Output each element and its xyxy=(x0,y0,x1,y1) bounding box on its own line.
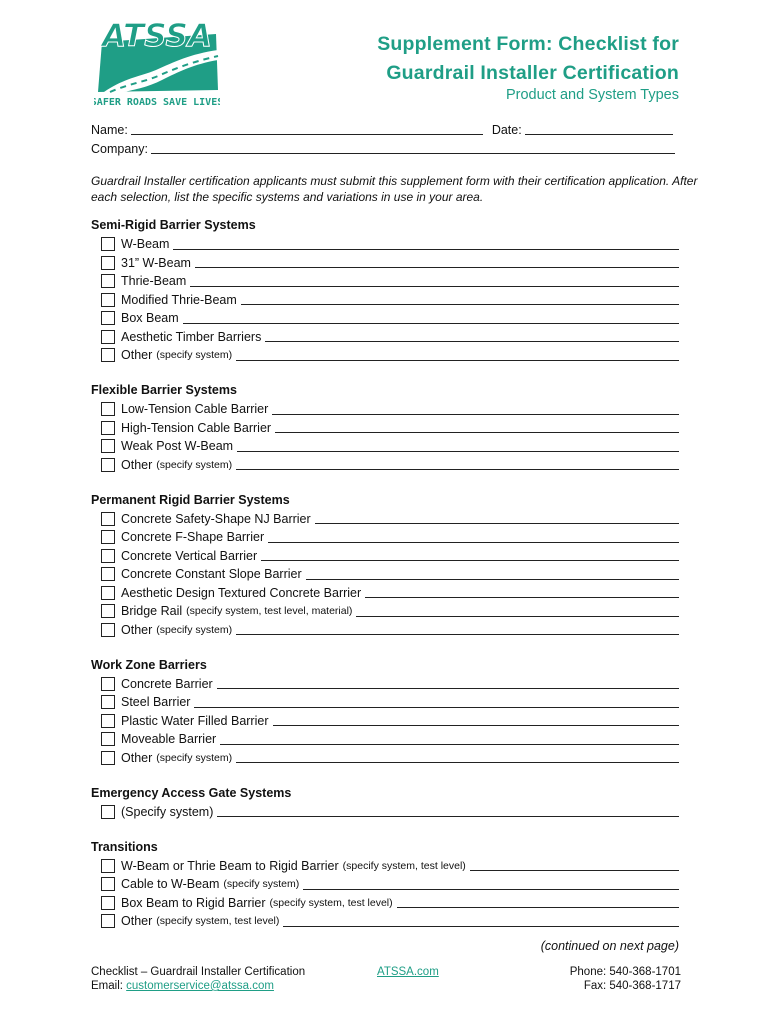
checklist-item xyxy=(101,912,681,931)
item-label: Bridge Rail xyxy=(121,604,183,619)
item-label: Concrete F-Shape Barrier xyxy=(121,530,265,545)
checkbox[interactable] xyxy=(101,623,115,637)
checkbox[interactable] xyxy=(101,512,115,526)
checklist-section xyxy=(91,656,681,768)
checkbox[interactable] xyxy=(101,256,115,270)
page-subtitle: Product and System Types xyxy=(505,87,679,103)
item-note: (specify system, test level) xyxy=(269,896,393,909)
checkbox[interactable] xyxy=(101,439,115,453)
item-note: (specify system, test level) xyxy=(342,859,466,872)
checklist-item xyxy=(101,894,681,913)
item-label: Thrie-Beam xyxy=(121,274,187,289)
item-label: Box Beam to Rigid Barrier xyxy=(121,895,266,910)
write-in-line[interactable] xyxy=(217,806,679,817)
checklist-item xyxy=(101,857,681,876)
checkbox[interactable] xyxy=(101,604,115,618)
name-field[interactable] xyxy=(131,121,483,135)
title-line-2: Guardrail Installer Certification xyxy=(386,62,679,84)
section-heading: Permanent Rigid Barrier Systems xyxy=(91,492,290,507)
write-in-line[interactable] xyxy=(173,239,679,250)
item-note: (specify system) xyxy=(156,458,233,471)
checklist-item xyxy=(101,456,681,475)
checklist-item xyxy=(101,528,681,547)
atssa-logo xyxy=(94,20,220,108)
item-label: Moveable Barrier xyxy=(121,732,217,747)
footer-doc-title: Checklist – Guardrail Installer Certification xyxy=(91,966,306,978)
section-heading: Work Zone Barriers xyxy=(91,657,207,672)
checkbox[interactable] xyxy=(101,586,115,600)
item-label: Aesthetic Timber Barriers xyxy=(121,329,262,344)
checklist-section xyxy=(91,216,681,365)
checkbox[interactable] xyxy=(101,549,115,563)
checkbox[interactable] xyxy=(101,348,115,362)
checkbox[interactable] xyxy=(101,237,115,251)
item-label: Other xyxy=(121,622,153,637)
checklist-section xyxy=(91,491,681,640)
checkbox[interactable] xyxy=(101,402,115,416)
item-note: (specify system) xyxy=(156,751,233,764)
item-label: (Specify system) xyxy=(121,804,214,819)
write-in-line[interactable] xyxy=(356,606,679,617)
checkbox[interactable] xyxy=(101,421,115,435)
footer-email-label: Email: xyxy=(91,980,127,992)
checklist-item xyxy=(101,749,681,768)
checklist-item xyxy=(101,309,681,328)
item-label: Concrete Barrier xyxy=(121,676,213,691)
write-in-line[interactable] xyxy=(195,257,679,268)
write-in-line[interactable] xyxy=(273,715,680,726)
atssa-logo-graphic xyxy=(94,20,220,108)
item-label: Weak Post W-Beam xyxy=(121,439,234,454)
checklist-sections xyxy=(91,216,681,947)
checkbox[interactable] xyxy=(101,896,115,910)
footer-fax: Fax: 540-368-1717 xyxy=(583,980,681,992)
checkbox[interactable] xyxy=(101,732,115,746)
checkbox[interactable] xyxy=(101,458,115,472)
write-in-line[interactable] xyxy=(190,276,679,287)
section-heading: Semi-Rigid Barrier Systems xyxy=(91,218,256,232)
write-in-line[interactable] xyxy=(365,587,679,598)
checklist-item xyxy=(101,272,681,291)
company-label: Company: xyxy=(91,142,148,156)
section-heading: Flexible Barrier Systems xyxy=(91,383,237,397)
checklist-section xyxy=(91,381,681,474)
write-in-line[interactable] xyxy=(236,752,679,763)
checklist-section xyxy=(91,784,681,822)
write-in-line[interactable] xyxy=(241,294,679,305)
item-label: Plastic Water Filled Barrier xyxy=(121,713,269,728)
checklist-item xyxy=(101,328,681,347)
checkbox[interactable] xyxy=(101,274,115,288)
checklist-item xyxy=(101,875,681,894)
logo-wordmark: ATSSA xyxy=(102,20,212,54)
write-in-line[interactable] xyxy=(261,550,679,561)
checklist-item xyxy=(101,730,681,749)
write-in-line[interactable] xyxy=(268,532,679,543)
item-label: Concrete Safety-Shape NJ Barrier xyxy=(121,511,311,526)
footer-website-link[interactable]: ATSSA.com xyxy=(377,966,439,978)
write-in-line[interactable] xyxy=(272,404,679,415)
checklist-item xyxy=(101,346,681,365)
write-in-line[interactable] xyxy=(236,459,679,470)
write-in-line[interactable] xyxy=(315,513,679,524)
checklist-item xyxy=(101,437,681,456)
section-heading: Emergency Access Gate Systems xyxy=(91,785,292,800)
footer-email-link[interactable]: customerservice@atssa.com xyxy=(126,980,274,992)
checkbox[interactable] xyxy=(101,695,115,709)
write-in-line[interactable] xyxy=(283,916,679,927)
item-label: Other xyxy=(121,457,153,472)
item-label: Concrete Constant Slope Barrier xyxy=(121,567,302,582)
checkbox[interactable] xyxy=(101,714,115,728)
item-label: Steel Barrier xyxy=(121,695,191,710)
write-in-line[interactable] xyxy=(220,734,679,745)
item-label: Other xyxy=(121,750,153,765)
checklist-item xyxy=(101,584,681,603)
checklist-item xyxy=(101,602,681,621)
page-title xyxy=(377,30,679,88)
checkbox[interactable] xyxy=(101,330,115,344)
applicant-fields xyxy=(91,121,681,159)
item-label: High-Tension Cable Barrier xyxy=(121,420,272,435)
item-label: Other xyxy=(121,914,153,929)
item-label: Box Beam xyxy=(121,311,179,326)
checkbox[interactable] xyxy=(101,877,115,891)
date-field[interactable] xyxy=(525,121,673,135)
checkbox[interactable] xyxy=(101,530,115,544)
checklist-item xyxy=(101,235,681,254)
item-note: (specify system, test level, material) xyxy=(186,605,353,618)
write-in-line[interactable] xyxy=(236,350,679,361)
checkbox[interactable] xyxy=(101,677,115,691)
write-in-line[interactable] xyxy=(397,897,679,908)
write-in-line[interactable] xyxy=(303,879,679,890)
checkbox[interactable] xyxy=(101,293,115,307)
item-note: (specify system) xyxy=(156,623,233,636)
footer-phone: Phone: 540-368-1701 xyxy=(569,966,681,978)
item-label: Concrete Vertical Barrier xyxy=(121,548,258,563)
checkbox[interactable] xyxy=(101,805,115,819)
checklist-item xyxy=(101,621,681,640)
item-label: W-Beam or Thrie Beam to Rigid Barrier xyxy=(121,858,339,873)
item-label: Cable to W-Beam xyxy=(121,877,220,892)
item-label: W-Beam xyxy=(121,237,170,252)
checkbox[interactable] xyxy=(101,567,115,581)
item-note: (specify system) xyxy=(156,349,233,362)
checkbox[interactable] xyxy=(101,311,115,325)
name-label: Name: xyxy=(91,123,128,137)
item-label: Modified Thrie-Beam xyxy=(121,292,237,307)
date-label: Date: xyxy=(491,123,522,137)
item-label: Other xyxy=(121,348,153,363)
write-in-line[interactable] xyxy=(237,441,679,452)
write-in-line[interactable] xyxy=(265,331,679,342)
logo-tagline: SAFER ROADS SAVE LIVES xyxy=(94,97,220,108)
write-in-line[interactable] xyxy=(236,624,679,635)
checklist-item xyxy=(101,419,681,438)
checkbox[interactable] xyxy=(101,751,115,765)
write-in-line[interactable] xyxy=(217,678,679,689)
checklist-item xyxy=(101,803,681,822)
item-note: (specify system) xyxy=(223,878,300,891)
write-in-line[interactable] xyxy=(306,569,679,580)
continued-note: (continued on next page) xyxy=(540,939,679,953)
write-in-line[interactable] xyxy=(194,697,679,708)
checklist-item xyxy=(101,254,681,273)
checklist-item xyxy=(101,547,681,566)
item-label: Low-Tension Cable Barrier xyxy=(121,402,269,417)
checklist-item xyxy=(101,693,681,712)
checklist-section xyxy=(91,838,681,931)
checklist-item xyxy=(101,565,681,584)
write-in-line[interactable] xyxy=(183,313,679,324)
write-in-line[interactable] xyxy=(275,422,679,433)
write-in-line[interactable] xyxy=(470,860,679,871)
item-label: 31” W-Beam xyxy=(121,255,191,270)
instructions: Guardrail Installer certification applicants must submit this supplement form with their certification application. After each selection, list the specific systems and variations in use in your area. xyxy=(91,174,698,204)
title-line-1: Supplement Form: Checklist for xyxy=(377,33,679,55)
checkbox[interactable] xyxy=(101,859,115,873)
company-field[interactable] xyxy=(151,140,675,154)
checklist-item xyxy=(101,291,681,310)
section-heading: Transitions xyxy=(91,839,158,854)
checklist-item xyxy=(101,400,681,419)
checklist-item xyxy=(101,712,681,731)
checklist-item xyxy=(101,510,681,529)
checklist-item xyxy=(101,675,681,694)
checkbox[interactable] xyxy=(101,914,115,928)
item-note: (specify system, test level) xyxy=(156,915,280,928)
item-label: Aesthetic Design Textured Concrete Barrier xyxy=(121,585,362,600)
